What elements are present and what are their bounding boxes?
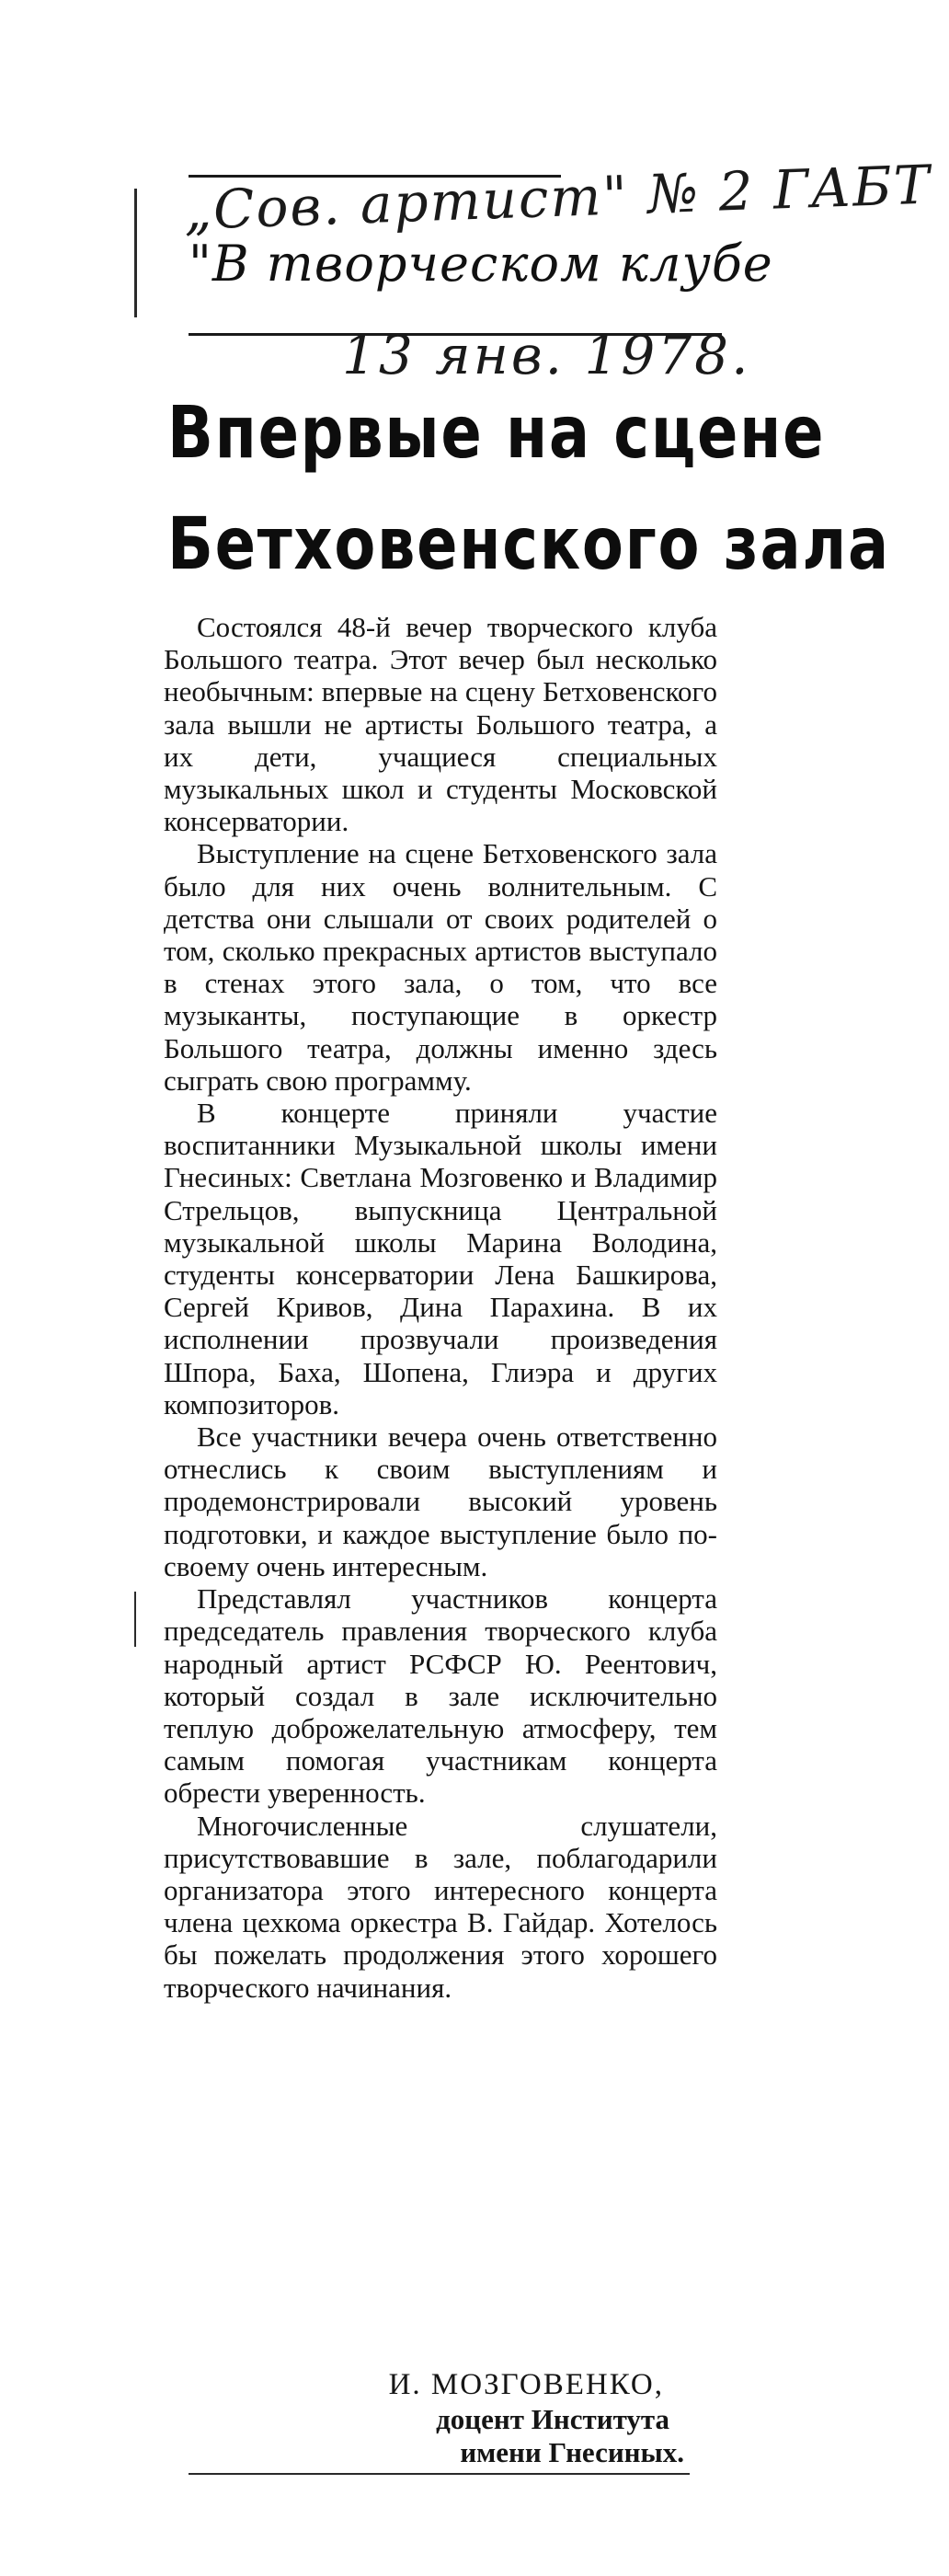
article-paragraph: Представлял участников концерта председатель правления творческого клуба народный артист РСФСР Ю. Реентович, который создал в зале исключительно теплую доброжелательную атмосферу, тем самым помогая участникам концерта обрести уверенность. <box>164 1582 717 1810</box>
headline-line-2: Бетховенского зала <box>167 503 890 586</box>
section-title: "В творческом клубе <box>189 235 773 293</box>
clipping-cut-edge <box>134 189 137 317</box>
article-body <box>164 611 717 2004</box>
handwritten-source-note: „Сов. артист" № 2 ГАБТ <box>182 153 932 242</box>
clipping-cut-edge <box>134 1592 136 1647</box>
article-paragraph: Все участники вечера очень ответственно отнеслись к своим выступлениям и продемонстрировали высокий уровень подготовки, и каждое выступление было по-своему очень интересным. <box>164 1420 717 1582</box>
bottom-rule <box>189 2473 690 2475</box>
headline-line-1: Впервые на сцене <box>167 392 826 475</box>
article-paragraph: В концерте приняли участие воспитанники Музыкальной школы имени Гнесиных: Светлана Мозговенко и Владимир Стрельцов, выпускница Центральной музыкальной школы Марина Володина, студенты консерватории Лена Башкирова, Сергей Кривов, Дина Парахина. В их исполнении прозвучали произведения Шпора, Баха, Шопена, Глиэра и других композиторов. <box>164 1097 717 1420</box>
author-title: доцент Института <box>436 2403 669 2435</box>
article-paragraph: Выступление на сцене Бетховенского зала было для них очень волнительным. С детства они слышали от своих родителей о том, сколько прекрасных артистов выступало в стенах этого зала, о том, что все музыканты, поступающие в оркестр Большого театра, должны именно здесь сыграть свою программу. <box>164 837 717 1097</box>
article-paragraph: Многочисленные слушатели, присутствовавшие в зале, поблагодарили организатора этого интересного концерта члена цехкома оркестра В. Гайдар. Хотелось бы пожелать продолжения этого хорошего творческого начинания. <box>164 1809 717 2004</box>
handwritten-date-note: 13 янв. 1978. <box>342 324 751 386</box>
article-paragraph: Состоялся 48-й вечер творческого клуба Большого театра. Этот вечер был несколько необычным: впервые на сцену Бетховенского зала вышли не артисты Большого театра, а их дети, учащиеся специальных музыкальных школ и студенты Московской консерватории. <box>164 611 717 838</box>
author-name: И. МОЗГОВЕНКО, <box>388 2368 664 2401</box>
author-affiliation: имени Гнесиных. <box>460 2436 684 2468</box>
author-signature <box>389 2366 692 2469</box>
